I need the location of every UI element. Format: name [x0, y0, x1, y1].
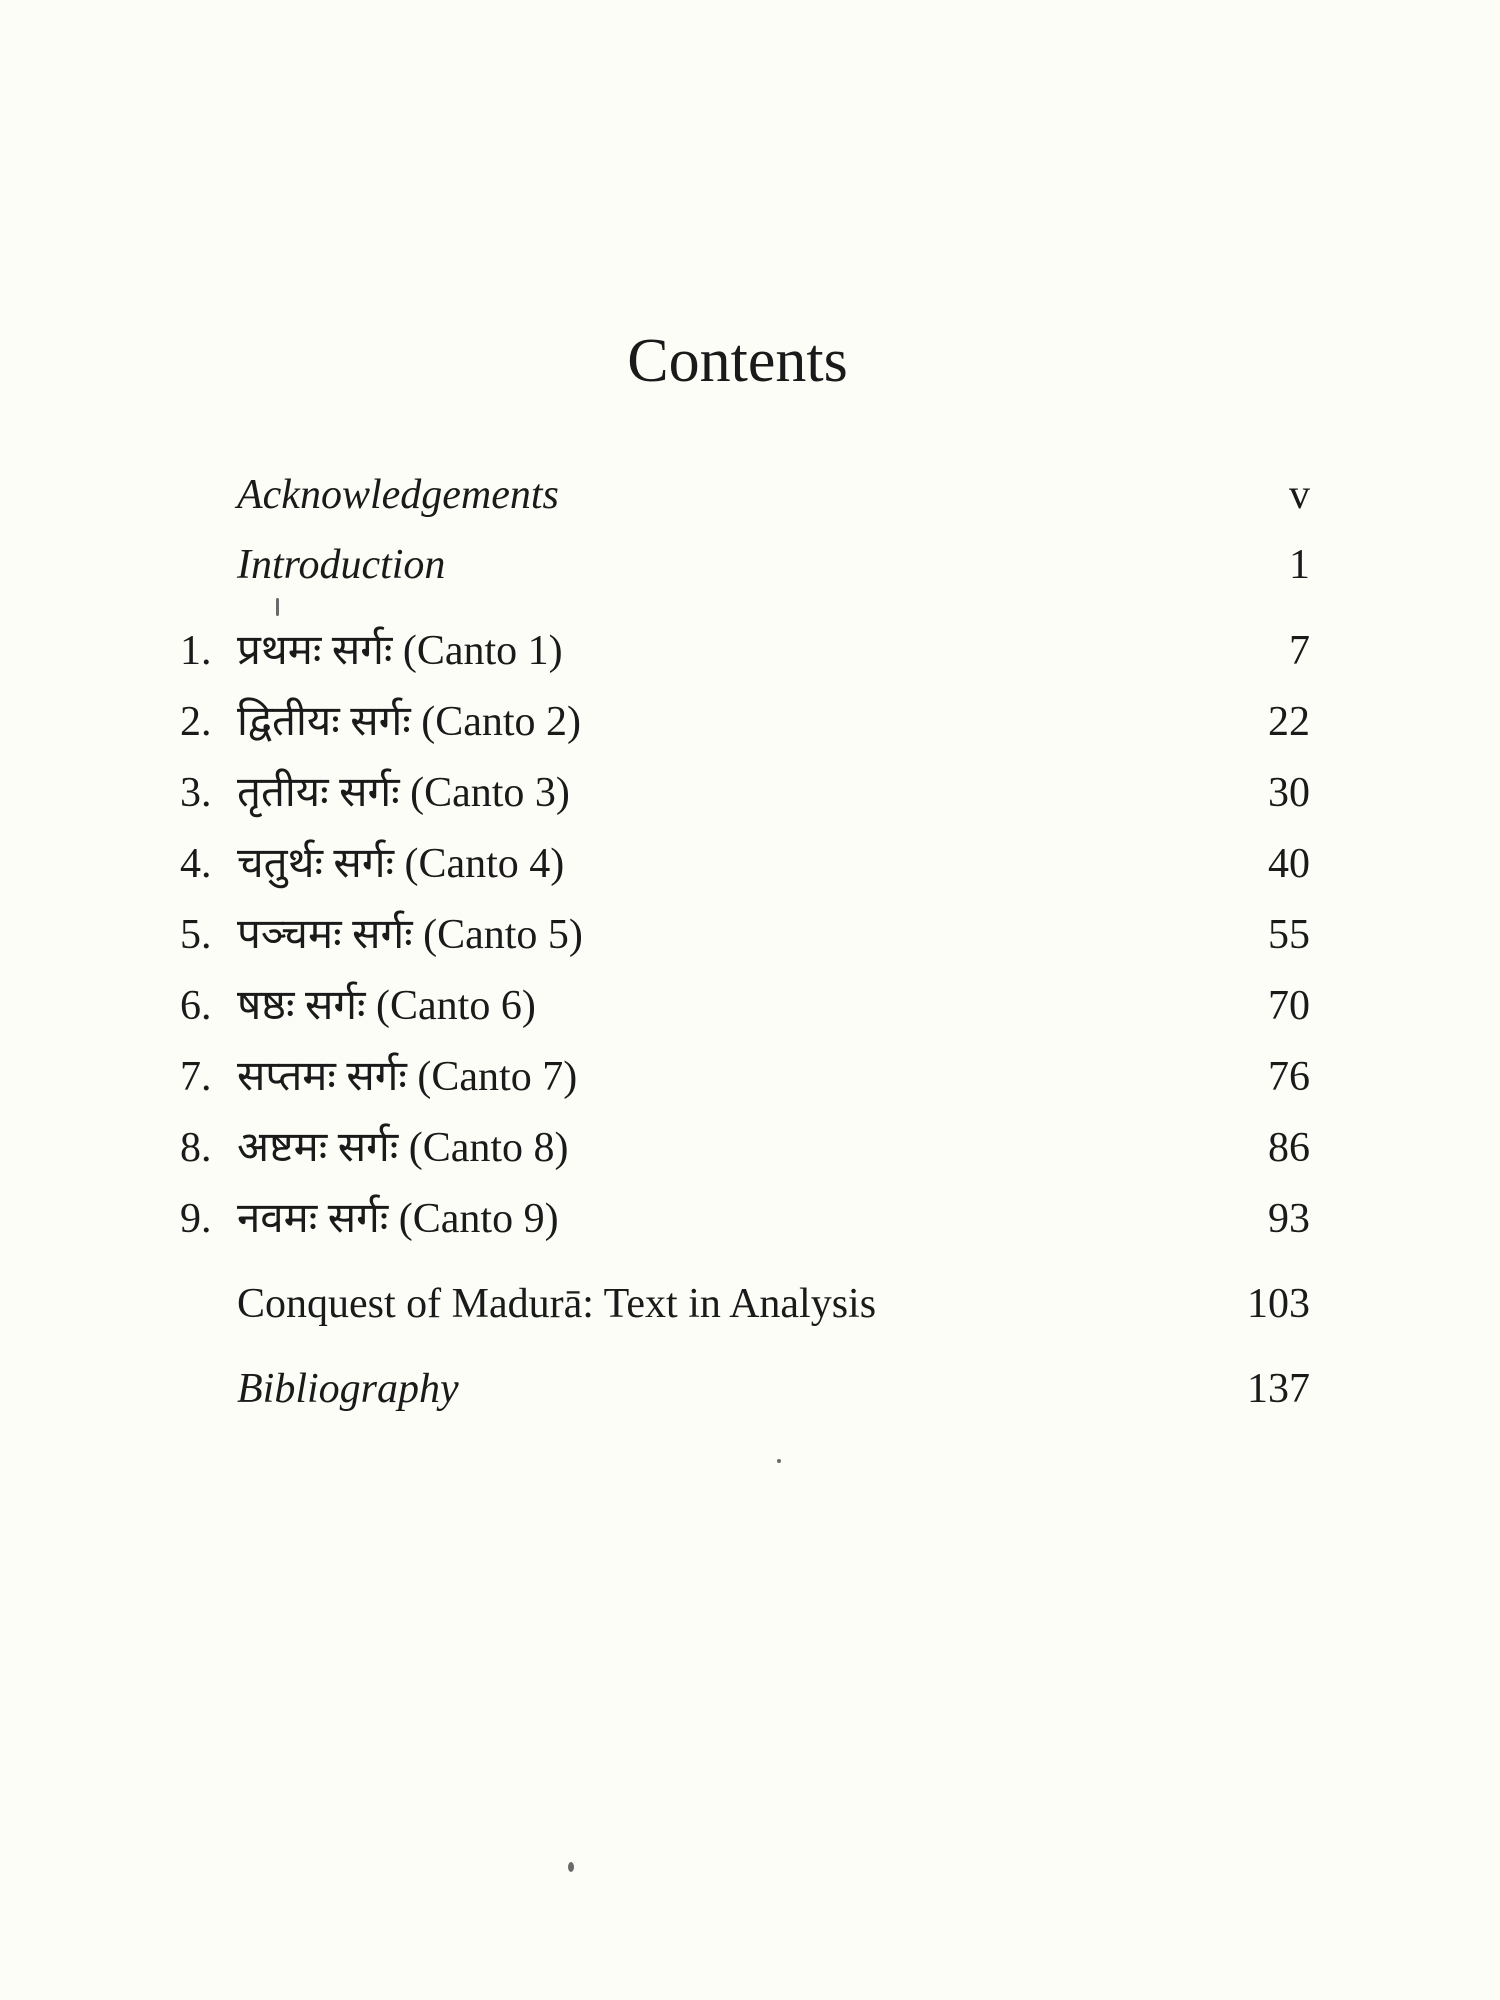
entry-label: पञ्चमः सर्गः (Canto 5) — [237, 912, 583, 958]
entry-page-number: 93 — [1268, 1196, 1310, 1242]
entry-number: 4. — [180, 841, 212, 887]
toc-entry-canto-2 — [180, 692, 1310, 752]
toc-entry-canto-5 — [180, 905, 1310, 965]
entry-label: सप्तमः सर्गः (Canto 7) — [237, 1054, 578, 1100]
entry-number: 2. — [180, 699, 212, 745]
toc-entry-bibliography — [180, 1359, 1310, 1419]
entry-number: 6. — [180, 983, 212, 1029]
entry-page-number: 70 — [1268, 983, 1310, 1029]
entry-page-number: 86 — [1268, 1125, 1310, 1171]
entry-page-number: 22 — [1268, 699, 1310, 745]
entry-label: नवमः सर्गः (Canto 9) — [237, 1196, 559, 1242]
toc-entry-introduction — [180, 535, 1310, 595]
toc-entry-conquest-analysis — [180, 1274, 1310, 1334]
scan-speck — [276, 598, 279, 616]
entry-label: षष्ठः सर्गः (Canto 6) — [237, 983, 536, 1029]
entry-label: Introduction — [237, 542, 446, 588]
toc-entry-canto-7 — [180, 1047, 1310, 1107]
entry-label: चतुर्थः सर्गः (Canto 4) — [237, 841, 565, 887]
entry-page-number: 40 — [1268, 841, 1310, 887]
toc-entry-canto-9 — [180, 1189, 1310, 1249]
toc-entry-canto-8 — [180, 1118, 1310, 1178]
entry-number: 9. — [180, 1196, 212, 1242]
entry-page-number: v — [1289, 472, 1310, 518]
entry-number: 5. — [180, 912, 212, 958]
entry-page-number: 1 — [1289, 542, 1310, 588]
entry-label: तृतीयः सर्गः (Canto 3) — [237, 770, 570, 816]
entry-number: 8. — [180, 1125, 212, 1171]
entry-page-number: 30 — [1268, 770, 1310, 816]
entry-page-number: 76 — [1268, 1054, 1310, 1100]
entry-label: प्रथमः सर्गः (Canto 1) — [237, 628, 563, 674]
toc-entry-canto-3 — [180, 763, 1310, 823]
entry-page-number: 7 — [1289, 628, 1310, 674]
toc-entry-canto-4 — [180, 834, 1310, 894]
toc-entry-acknowledgements — [180, 465, 1310, 525]
scan-speck — [568, 1862, 574, 1872]
entry-label: Conquest of Madurā: Text in Analysis — [237, 1281, 877, 1327]
entry-label: Acknowledgements — [237, 472, 559, 518]
entry-page-number: 103 — [1247, 1281, 1310, 1327]
entry-label: द्वितीयः सर्गः (Canto 2) — [237, 699, 582, 745]
entry-number: 1. — [180, 628, 212, 674]
entry-label: Bibliography — [237, 1366, 459, 1412]
entry-label: अष्टमः सर्गः (Canto 8) — [237, 1125, 569, 1171]
entry-page-number: 137 — [1247, 1366, 1310, 1412]
toc-entry-canto-1 — [180, 621, 1310, 681]
page-title: Contents — [627, 327, 848, 395]
entry-number: 7. — [180, 1054, 212, 1100]
toc-entry-canto-6 — [180, 976, 1310, 1036]
entry-number: 3. — [180, 770, 212, 816]
entry-page-number: 55 — [1268, 912, 1310, 958]
scan-speck — [777, 1459, 781, 1463]
